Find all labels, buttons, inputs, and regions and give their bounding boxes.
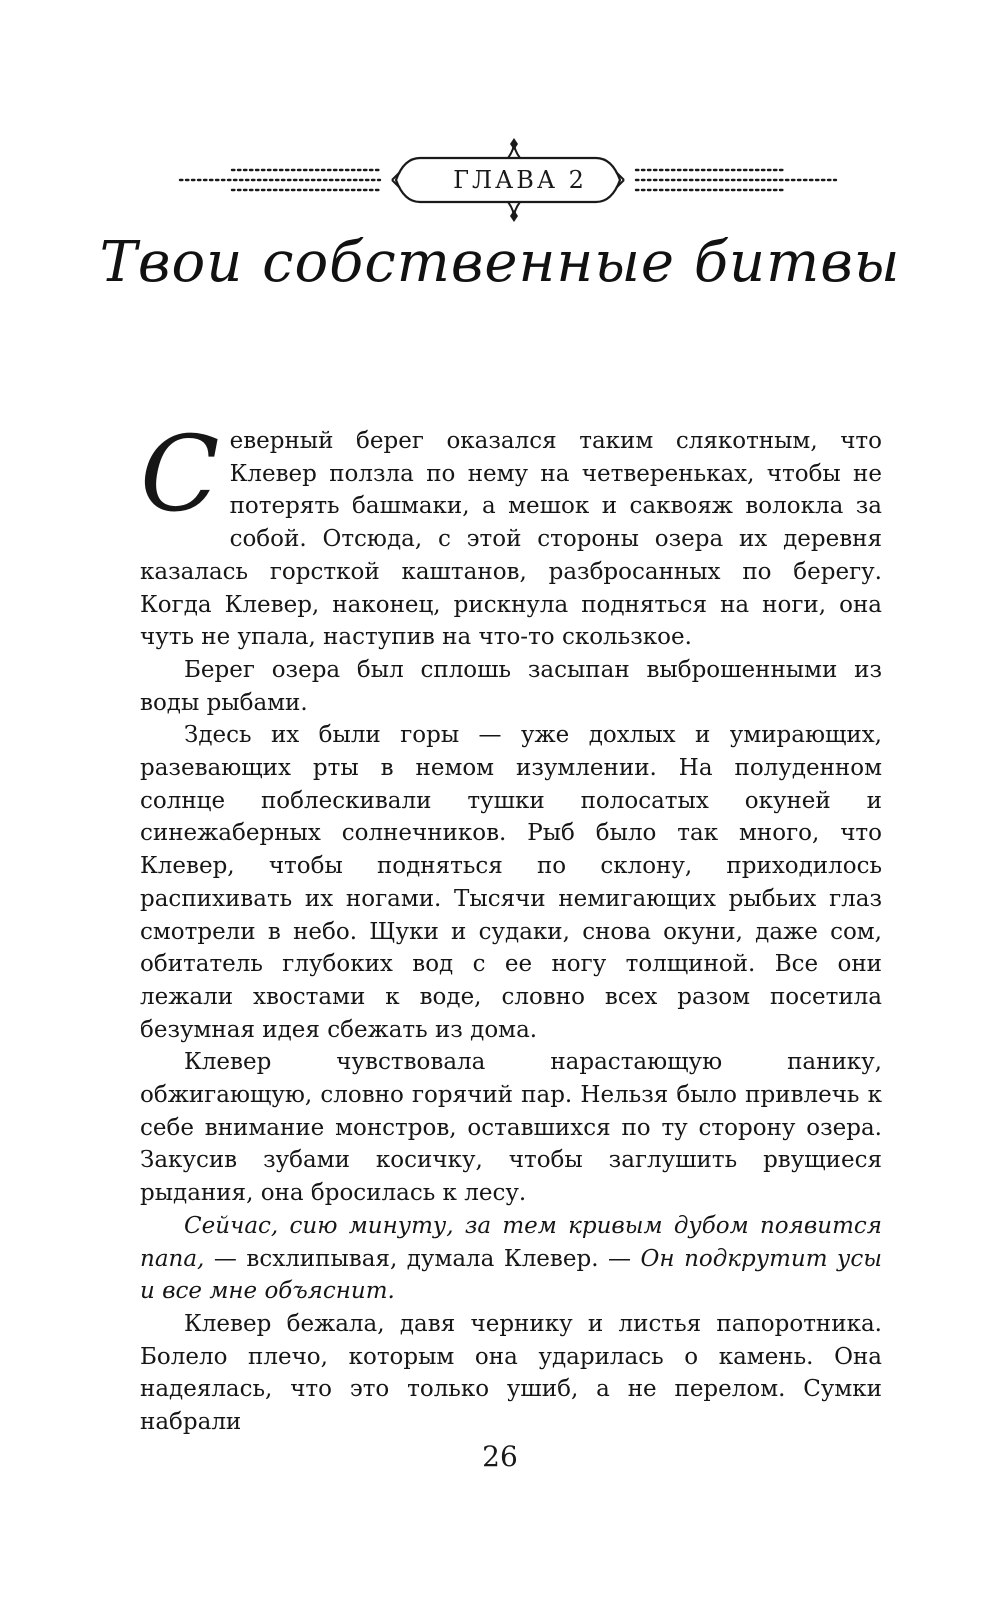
drop-cap: С (140, 413, 220, 535)
paragraph-5-italic-a: Сейчас, сию минуту, за тем кривым дубом появится папа, (140, 1212, 882, 1272)
page-number: 26 (482, 1440, 518, 1473)
body-text (140, 413, 882, 1439)
left-dotted-rows (180, 170, 380, 190)
paragraph-1-text: еверный берег оказался таким слякотным, что Клевер ползла по нему на четвереньках, чтобы не потерять башмаки, а мешок и саквояж волокла за собой. Отсюда, с этой стороны озера их деревня казалась горсткой каштанов, разбросанных по берегу. Когда Клевер, наконец, рискнула подняться на ноги, она чуть не упала, наступив на что-то скользкое. (140, 428, 882, 651)
chapter-label: ГЛАВА 2 (453, 166, 587, 194)
paragraph-5 (140, 1210, 882, 1308)
paragraph-1 (140, 413, 882, 654)
paragraph-2: Берег озера был сплошь засыпан выброшенными из воды рыбами. (140, 656, 882, 716)
paragraph-6: Клевер бежала, давя чернику и листья папоротника. Болело плечо, которым она ударилась о камень. Она надеялась, что это только ушиб, а не перелом. Сумки набрали (140, 1310, 882, 1436)
paragraph-3: Здесь их были горы — уже дохлых и умирающих, разевающих рты в немом изумлении. На полуденном солнце поблескивали тушки полосатых окуней и синежаберных солнечников. Рыб было так много, что Клевер, чтобы подняться по склону, приходилось распихивать их ногами. Тысячи немигающих рыбьих глаз смотрели в небо. Щуки и судаки, снова окуни, даже сом, обитатель глубоких вод с ее ногу толщиной. Все они лежали хвостами к воде, словно всех разом посетила безумная идея сбежать из дома. (140, 722, 882, 1043)
paragraph-4: Клевер чувствовала нарастающую панику, обжигающую, словно горячий пар. Нельзя было привлечь к себе внимание монстров, оставшихся по ту сторону озера. Закусив зубами косичку, чтобы заглушить рвущиеся рыдания, она бросилась к лесу. (140, 1049, 882, 1207)
paragraph-5-plain: — всхлипывая, думала Клевер. — (204, 1245, 641, 1272)
chapter-title: Твои собственные битвы (99, 230, 901, 295)
right-dotted-rows (636, 170, 836, 190)
paragraph-5-italic-b: Он подкрутит усы и все мне объяснит. (140, 1245, 882, 1305)
